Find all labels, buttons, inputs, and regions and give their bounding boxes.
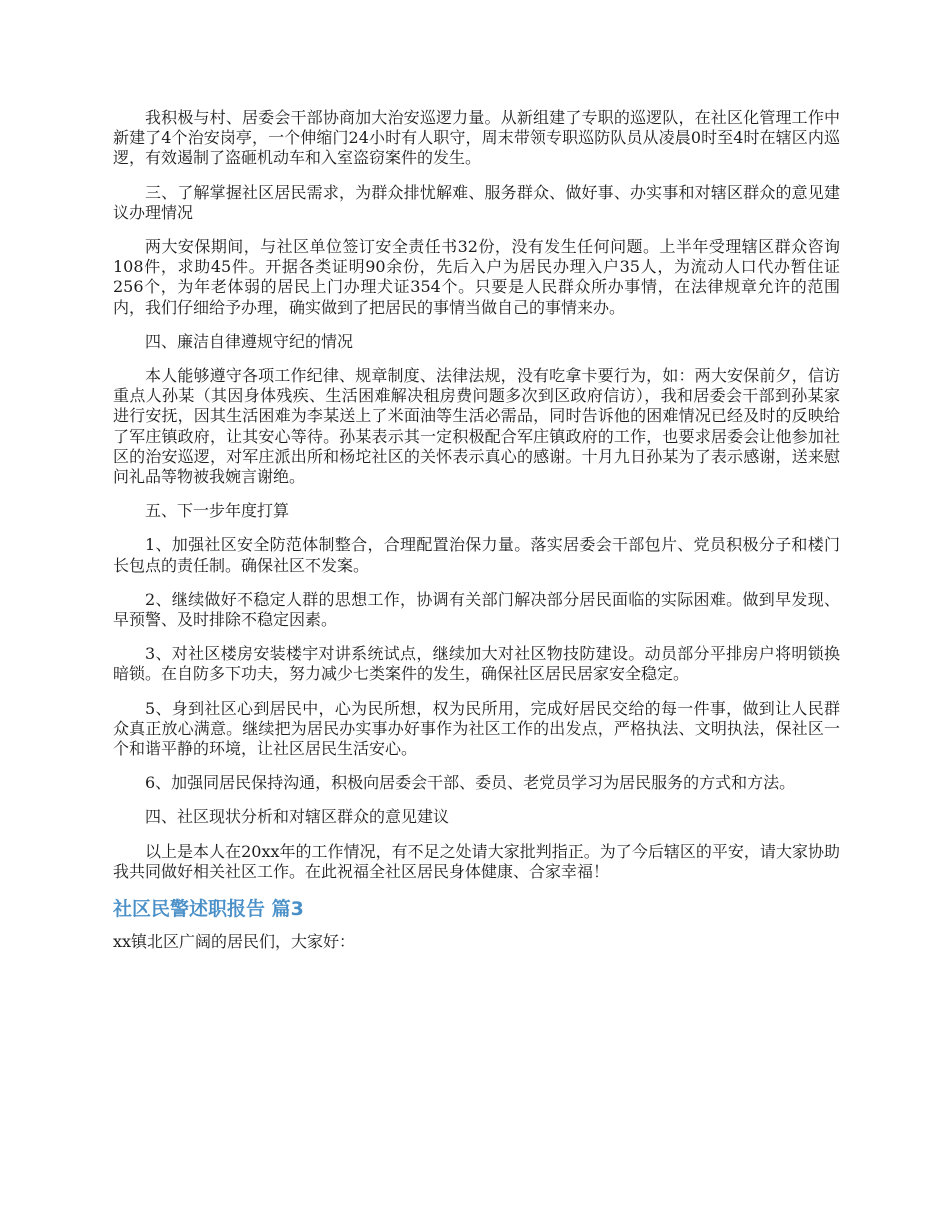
- paragraph-integrity: 本人能够遵守各项工作纪律、规章制度、法律法规，没有吃拿卡要行为，如：两大安保前夕，信访重点人孙某（其因身体残疾、生活困难解决租房费问题多次到区政府信访），我和居委会干部到孙某家进行安抚，因其生活困难为李某送上了米面油等生活必需品，同时告诉他的困难情况已经及时的反映给了军庄镇政府，让其安心等待。孙某表示其一定积极配合军庄镇政府的工作，也要求居委会让他参加社区的治安巡逻，对军庄派出所和杨坨社区的关怀表示真心的感谢。十月九日孙某为了表示感谢，送来慰问礼品等物被我婉言谢绝。: [113, 366, 840, 487]
- paragraph-closing: 以上是本人在20xx年的工作情况，有不足之处请大家批判指正。为了今后辖区的平安，请大家协助我共同做好相关社区工作。在此祝福全社区居民身体健康、合家幸福！: [113, 841, 840, 881]
- heading-next-year-plan: 五、下一步年度打算: [145, 501, 290, 521]
- document-page: [113, 108, 840, 966]
- heading-integrity: 四、廉洁自律遵规守纪的情况: [145, 331, 354, 351]
- greeting: xx镇北区广阔的居民们，大家好：: [113, 932, 356, 952]
- plan-item-1: 1、加强社区安全防范体制整合，合理配置治保力量。落实居委会干部包片、党员积极分子和楼门长包点的责任制。确保社区不发案。: [113, 535, 840, 575]
- paragraph-security-stats: 两大安保期间，与社区单位签订安全责任书32份，没有发生任何问题。上半年受理辖区群众咨询108件，求助45件。开据各类证明90余份，先后入户为居民办理入户35人，为流动人口代办暂住证256个，为年老体弱的居民上门办理犬证354个。只要是人民群众所办事情，在法律规章允许的范围内，我们仔细给予办理，确实做到了把居民的事情当做自己的事情来办。: [113, 237, 840, 317]
- plan-item-5: 5、身到社区心到居民中，心为民所想，权为民所用，完成好居民交给的每一件事，做到让人民群众真正放心满意。继续把为居民办实事办好事作为社区工作的出发点，严格执法、文明执法，保社区一个和谐平静的环境，让社区居民生活安心。: [113, 698, 840, 759]
- plan-item-2: 2、继续做好不稳定人群的思想工作，协调有关部门解决部分居民面临的实际困难。做到早发现、早预警、及时排除不稳定因素。: [113, 589, 840, 630]
- section-title: 社区民警述职报告 篇3: [113, 898, 304, 921]
- plan-item-6: 6、加强同居民保持沟通，积极向居委会干部、委员、老党员学习为居民服务的方式和方法。: [145, 773, 796, 793]
- heading-resident-needs: 三、了解掌握社区居民需求，为群众排忧解难、服务群众、做好事、办实事和对辖区群众的意见建议办理情况: [113, 182, 840, 222]
- plan-item-3: 3、对社区楼房安装楼宇对讲系统试点，继续加大对社区物技防建设。动员部分平排房户将明锁换暗锁。在自防多下功夫，努力减少七类案件的发生，确保社区居民居家安全稳定。: [113, 644, 840, 684]
- heading-community-analysis: 四、社区现状分析和对辖区群众的意见建议: [145, 807, 450, 827]
- paragraph-patrol: 我积极与村、居委会干部协商加大治安巡逻力量。从新组建了专职的巡逻队，在社区化管理工作中新建了4个治安岗亭，一个伸缩门24小时有人职守，周末带领专职巡防队员从凌晨0时至4时在辖区内巡逻，有效遏制了盗砸机动车和入室盗窃案件的发生。: [113, 108, 840, 168]
